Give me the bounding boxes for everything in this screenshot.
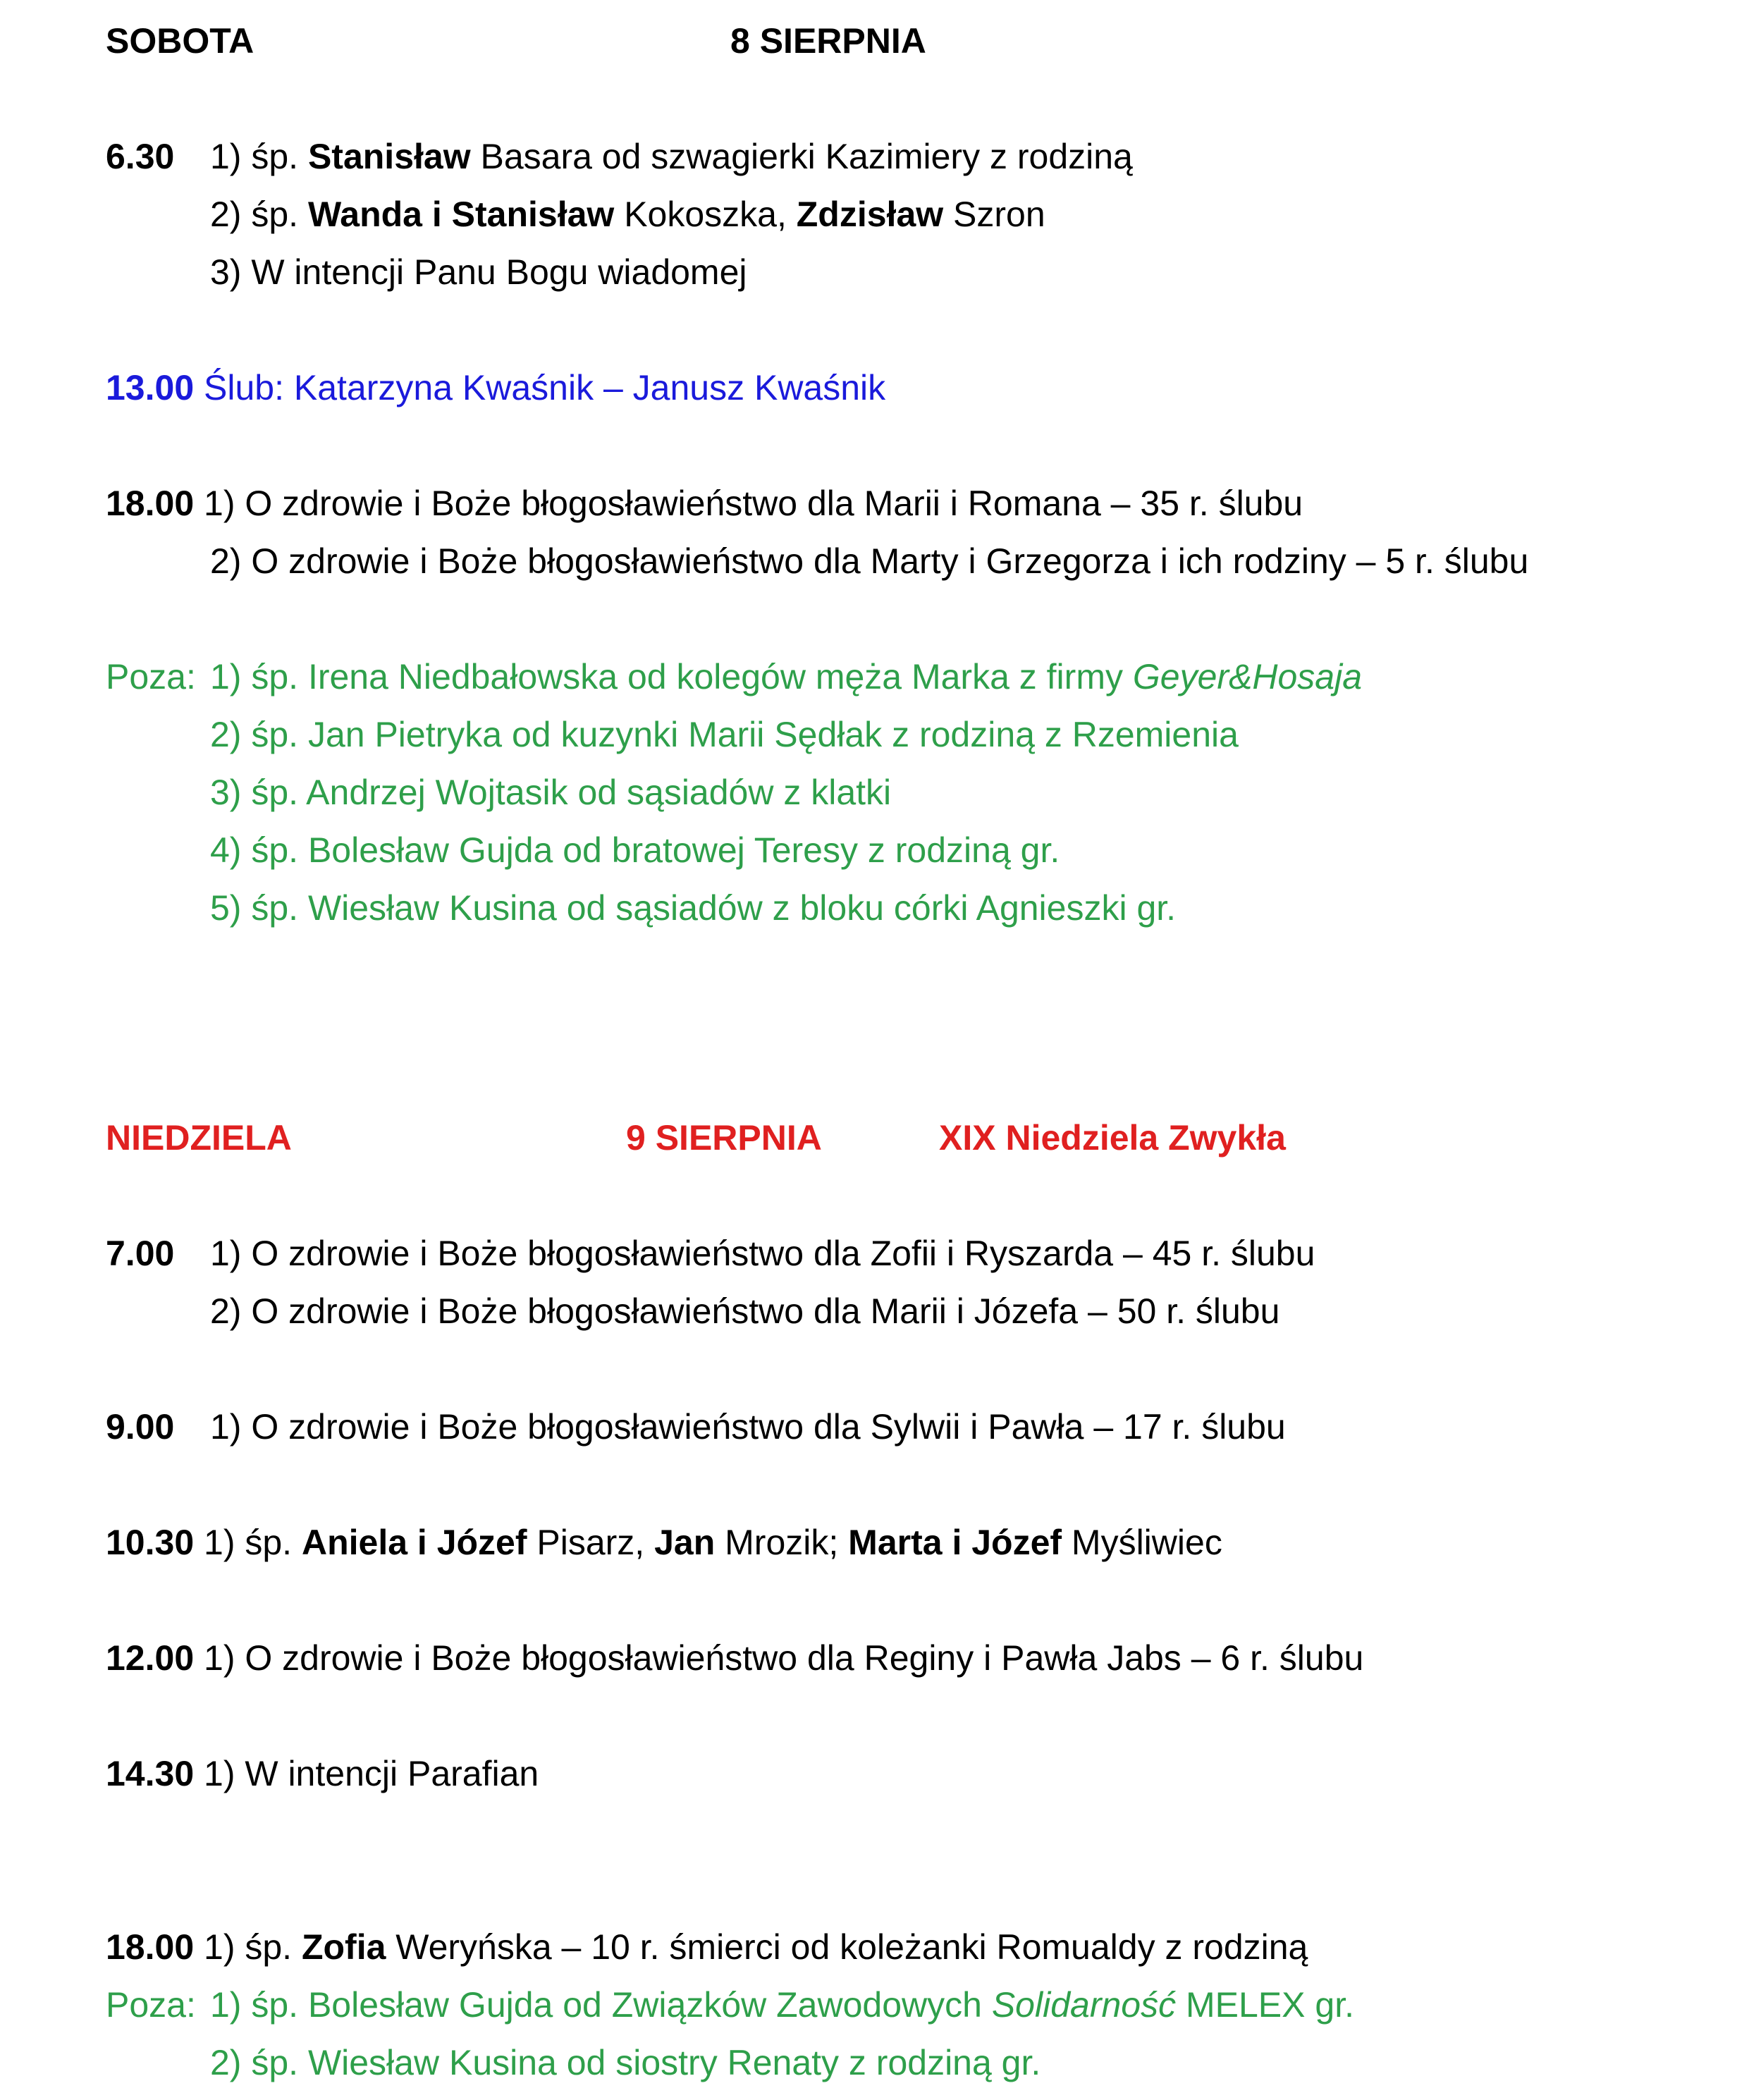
mass-630-intention-2 (210, 193, 1045, 235)
mass-time: 18.00 (106, 1927, 195, 1967)
mass-time: 12.00 (106, 1638, 195, 1678)
intention-text: 1) O zdrowie i Boże błogosławieństwo dla Marii i Romana – 35 r. ślubu (194, 484, 1303, 523)
intention-number: 1) śp. (194, 1523, 302, 1562)
intention-text: Basara od szwagierki Kazimiery z rodziną (470, 137, 1133, 176)
intention-text: Szron (943, 195, 1045, 234)
poza-label: Poza: (106, 1985, 196, 2025)
poza-sunday-1 (106, 1984, 1354, 2026)
poza-label: Poza: (106, 657, 196, 696)
poza-sunday-2: 2) śp. Wiesław Kusina od siostry Renaty z rodziną gr. (210, 2043, 1041, 2082)
intention-text: 1) O zdrowie i Boże błogosławieństwo dla Zofii i Ryszarda – 45 r. ślubu (210, 1234, 1315, 1273)
intention-text: 1) W intencji Parafian (194, 1754, 539, 1793)
mass-time: 14.30 (106, 1754, 195, 1793)
intention-text: 1) O zdrowie i Boże błogosławieństwo dla Reginy i Pawła Jabs – 6 r. ślubu (194, 1638, 1364, 1678)
intention-number: 2) śp. (210, 195, 308, 234)
name-bold: Aniela i Józef (301, 1523, 527, 1562)
poza-saturday-2: 2) śp. Jan Pietryka od kuzynki Marii Sędłak z rodziną z Rzemienia (210, 715, 1239, 754)
company-name: Geyer&Hosaja (1132, 657, 1363, 696)
mass-1800-intention-1 (106, 482, 1303, 524)
day-name-saturday: SOBOTA (106, 21, 254, 61)
poza-saturday-5: 5) śp. Wiesław Kusina od sąsiadów z bloku córki Agnieszki gr. (210, 888, 1177, 928)
name-bold: Jan (654, 1523, 716, 1562)
mass-1200-intention-1 (106, 1637, 1363, 1679)
name-bold: Stanisław (307, 137, 471, 176)
name-bold: Zofia (301, 1927, 386, 1967)
wedding-text: Ślub: Katarzyna Kwaśnik – Janusz Kwaśnik (194, 368, 886, 407)
day-name-sunday: NIEDZIELA (106, 1118, 292, 1158)
intention-text: 1) O zdrowie i Boże błogosławieństwo dla Sylwii i Pawła – 17 r. ślubu (210, 1407, 1286, 1447)
name-bold: Marta i Józef (848, 1523, 1062, 1562)
intention-number: 1) śp. (194, 1927, 302, 1967)
intention-text: Weryńska – 10 r. śmierci od koleżanki Romualdy z rodziną (386, 1927, 1308, 1967)
intention-text: Kokoszka, (614, 195, 797, 234)
name-bold: Zdzisław (796, 195, 944, 234)
intention-text: Mrozik; (715, 1523, 849, 1562)
poza-saturday-4: 4) śp. Bolesław Gujda od bratowej Teresy z rodziną gr. (210, 830, 1060, 870)
organization-name: Solidarność (991, 1985, 1177, 2025)
intention-text: MELEX gr. (1176, 1985, 1354, 2025)
mass-time: 6.30 (106, 137, 175, 176)
intention-text: Pisarz, (527, 1523, 655, 1562)
mass-630-intention-3: 3) W intencji Panu Bogu wiadomej (210, 252, 747, 292)
wedding-1300 (106, 367, 885, 409)
mass-time: 9.00 (106, 1407, 175, 1447)
liturgical-feast: XIX Niedziela Zwykła (939, 1118, 1286, 1158)
mass-900-intention-1 (106, 1406, 1286, 1448)
mass-700-intention-1 (106, 1232, 1315, 1275)
poza-saturday-1 (106, 656, 1362, 698)
mass-time: 18.00 (106, 484, 195, 523)
date-sunday: 9 SIERPNIA (626, 1118, 822, 1158)
mass-1030-intention-1 (106, 1521, 1222, 1564)
mass-time: 13.00 (106, 368, 195, 407)
mass-time: 10.30 (106, 1523, 195, 1562)
intention-text: Myśliwiec (1062, 1523, 1222, 1562)
mass-1430-intention-1 (106, 1752, 539, 1795)
mass-630-intention-1 (106, 135, 1133, 178)
name-bold: Wanda i Stanisław (307, 195, 615, 234)
mass-time: 7.00 (106, 1234, 175, 1273)
poza-saturday-3: 3) śp. Andrzej Wojtasik od sąsiadów z klatki (210, 773, 892, 812)
intention-text: 1) śp. Bolesław Gujda od Związków Zawodowych (210, 1985, 992, 2025)
intention-text: 1) śp. Irena Niedbałowska od kolegów męża Marka z firmy (210, 657, 1133, 696)
date-saturday: 8 SIERPNIA (730, 21, 926, 61)
intention-number: 1) śp. (210, 137, 308, 176)
mass-1800-intention-2: 2) O zdrowie i Boże błogosławieństwo dla Marty i Grzegorza i ich rodziny – 5 r. ślubu (210, 541, 1529, 581)
mass-sunday-1800-intention-1 (106, 1926, 1308, 1968)
mass-700-intention-2: 2) O zdrowie i Boże błogosławieństwo dla Marii i Józefa – 50 r. ślubu (210, 1291, 1280, 1331)
